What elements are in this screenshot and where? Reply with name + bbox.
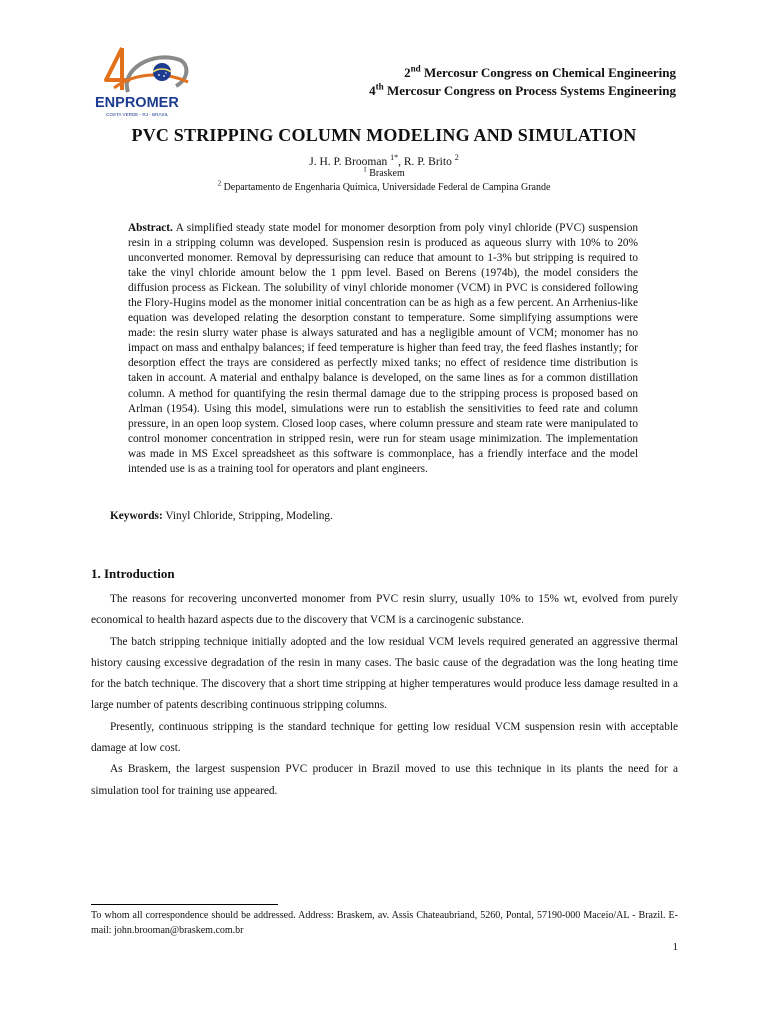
footnote-divider [91,904,278,905]
abstract-label: Abstract. [128,222,173,234]
page-number: 1 [672,941,678,953]
paper-title: PVC STRIPPING COLUMN MODELING AND SIMULATION [131,125,637,145]
introduction-body [91,589,678,802]
keywords-label: Keywords: [110,510,163,522]
abstract-text: A simplified steady state model for monomer desorption from poly vinyl chloride (PVC) suspension resin in a stripping column was developed. Suspension resin is produced as aqueous slurry with 10% to 20% unconverted monomer. Removal by depressurising can reduce that amount to 1-3% but stripping is required to take the vinyl chloride amount below the 1 ppm level. Based on Berens (1974b), the model considers the diffusion process as Fickean. The solubility of vinyl chloride monomer (VCM) in PVC is considered following the Flory-Hugins model as the monomer initial concentration can be as high as a few percent. An Arrhenius-like equation was developed relating the desorption constant to temperature. Some simplifying assumptions were made: the resin slurry water phase is always saturated and has a negligible amount of VCM; monomer has no impact on mass and enthalpy balances; if feed temperature is higher than feed tray, the feed flashes instantly; for desorption effect the trays are considered as perfectly mixed tanks; no effect of residence time distribution is taken in account. A material and enthalpy balance is developed, on the same lines as for a common distillation column. A method for quantifying the resin thermal damage due to the stripping process is proposed based on Arlman (1954). Using this model, simulations were run to establish the sensitivities to feed rate and column pressure, in an open loop system. Closed loop cases, where column pressure and steam rate were manipulated to control monomer concentration in stripped resin, were run for steam usage minimization. The implementation was made in MS Excel spreadsheet as this software is commonplace, has a friendly interface and the model intended use is as a training tool for operators and plant engineers. [128,222,638,475]
logo-subtext: COSTA VERDE - RJ - BRASIL [106,112,169,117]
paragraph: The reasons for recovering unconverted monomer from PVC resin slurry, usually 10% to 15% wt, evolved from purely economical to health hazard aspects due to the discovery that VCM is a carcinogenic substance. [91,593,678,627]
logo-wordmark: ENPROMER [95,95,179,111]
author-line: J. H. P. Brooman $^{1*}$, R. P. Brito $^2$ [309,153,459,168]
paragraph: Presently, continuous stripping is the standard technique for getting low residual VCM suspension resin with acceptable damage at low cost. [91,720,678,755]
congress-header [369,64,676,100]
authors-block [0,153,768,194]
paragraph: As Braskem, the largest suspension PVC producer in Brazil moved to use this technique in its plants the need for a simulation tool for training use appeared. [91,763,678,797]
author-2: R. P. Brito [403,156,452,168]
paragraph: The batch stripping technique initially adopted and the low residual VCM levels required generated an aggressive thermal history causing excessive degradation of the resin in many cases. The basic cause of the degradation was the long heating time for the batch technique. The discovery that a short time stripping at higher temperatures would produce less damage resulted in a large number of patents describing continuous stripping columns. [91,635,678,712]
enpromer-logo [92,40,202,118]
affiliation-1: $^1$ Braskem [363,165,405,179]
keywords-text: Vinyl Chloride, Stripping, Modeling. [162,510,333,522]
header-line-1: 2nd Mercosur Congress on Chemical Engineering [404,63,676,80]
keywords [110,510,333,522]
abstract [128,221,638,477]
section-heading: 1. Introduction [91,566,175,581]
author-1: J. H. P. Brooman [309,156,388,168]
header-line-2: 4th Mercosur Congress on Process Systems Engineering [369,81,676,98]
enpromer-logo-graphic [92,40,202,118]
affiliation-2: $^2$ Departamento de Engenharia Química, Universidade Federal de Campina Grande [217,179,551,193]
footnote: To whom all correspondence should be addressed. Address: Braskem, av. Assis Chateaubriand, 5260, Pontal, 57190-000 Maceio/AL - Brazil. E-mail: john.brooman@braskem.com.br [91,910,678,936]
